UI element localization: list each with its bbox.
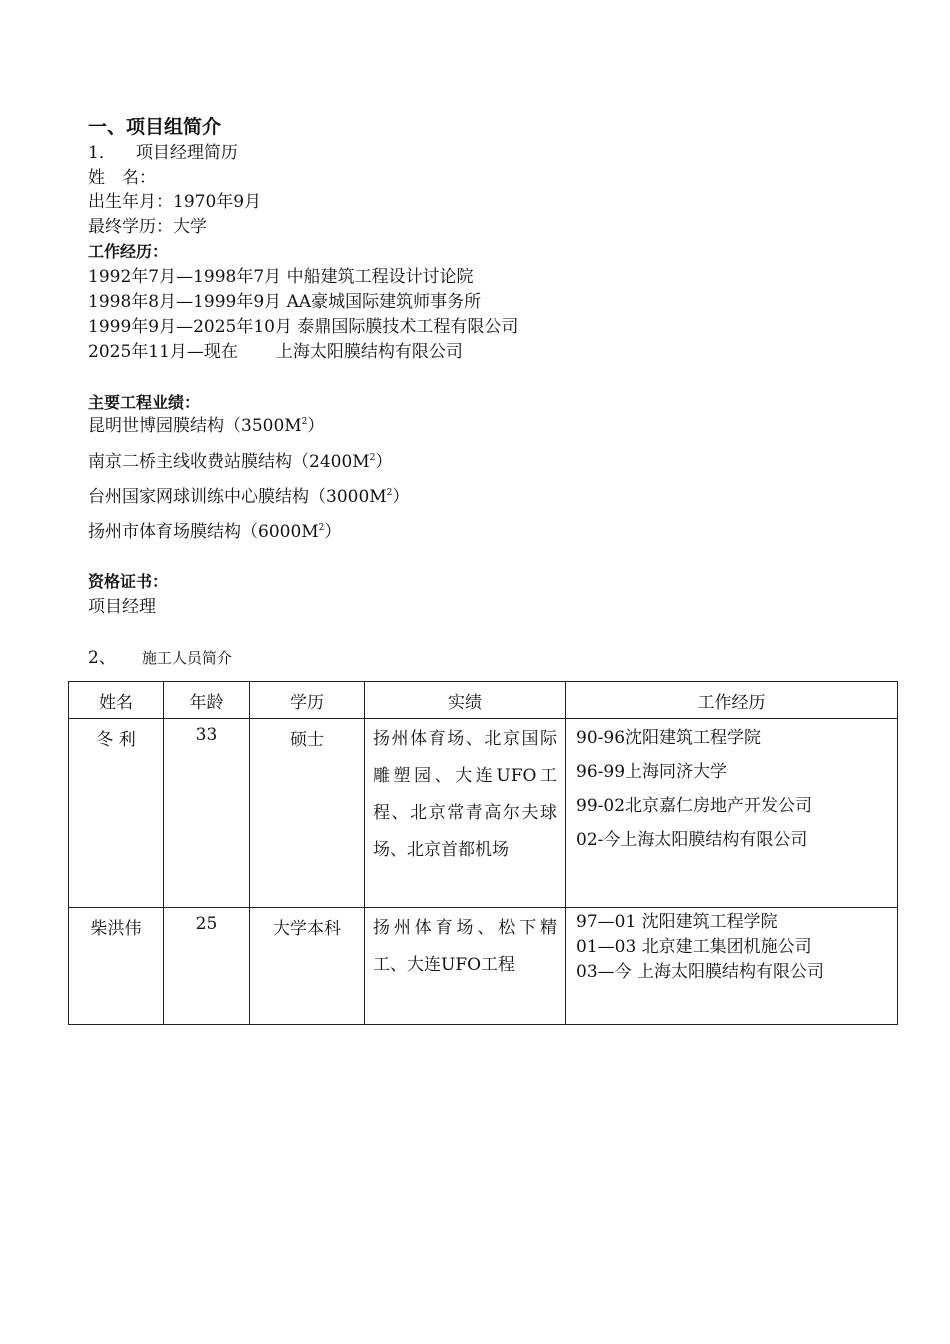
staff-heading-text: 施工人员简介 bbox=[141, 649, 232, 667]
work-item-org: 上海太阳膜结构有限公司 bbox=[275, 342, 463, 362]
cell-name: 冬 利 bbox=[69, 719, 164, 908]
manager-heading-number: 1． bbox=[88, 143, 116, 163]
cell-age: 33 bbox=[164, 719, 250, 908]
experience-line: 96-99上海同济大学 bbox=[576, 762, 728, 782]
column-header-experience: 工作经历 bbox=[566, 682, 898, 719]
cell-name: 柴洪伟 bbox=[69, 908, 164, 1025]
work-item: 1992年7月—1998年7月 中船建筑工程设计讨论院 bbox=[88, 267, 474, 287]
cell-experience bbox=[566, 908, 898, 1025]
table-row bbox=[69, 908, 898, 1025]
staff-heading bbox=[88, 647, 232, 669]
experience-line: 01—03 北京建工集团机施公司 bbox=[576, 937, 812, 957]
work-item: 1999年9月—2025年10月 泰鼎国际膜技术工程有限公司 bbox=[88, 317, 519, 337]
experience-line: 97—01 沈阳建筑工程学院 bbox=[576, 912, 778, 932]
column-header-education: 学历 bbox=[250, 682, 365, 719]
cert-value: 项目经理 bbox=[88, 597, 156, 617]
staff-table bbox=[68, 681, 898, 1025]
work-item-date: 2025年11月—现在 bbox=[88, 342, 238, 362]
project-item: 南京二桥主线收费站膜结构$(2400M^2)$ bbox=[88, 452, 393, 472]
work-item-current bbox=[88, 341, 463, 363]
project-item: 台州国家网球训练中心膜结构$(3000M^2)$ bbox=[88, 487, 410, 507]
project-item: 扬州市体育场膜结构$(6000M^2)$ bbox=[88, 522, 342, 542]
experience-line: 03—今 上海太阳膜结构有限公司 bbox=[576, 962, 825, 982]
section-title: 一、项目组简介 bbox=[88, 116, 222, 138]
column-header-age: 年龄 bbox=[164, 682, 250, 719]
experience-line: 02-今上海太阳膜结构有限公司 bbox=[576, 830, 808, 850]
projects-heading: 主要工程业绩： bbox=[88, 393, 201, 412]
name-label: 姓 名： bbox=[88, 168, 156, 188]
experience-line: 99-02北京嘉仁房地产开发公司 bbox=[576, 796, 813, 816]
work-item: 1998年8月—1999年9月 AA豪城国际建筑师事务所 bbox=[88, 292, 482, 312]
project-item: 昆明世博园膜结构$(3500M^2)$ bbox=[88, 416, 325, 436]
cell-performance: 扬州体育场、北京国际雕塑园、大连UFO工程、北京常青高尔夫球场、北京首都机场 bbox=[365, 719, 566, 908]
column-header-name: 姓名 bbox=[69, 682, 164, 719]
cell-performance: 扬州体育场、松下精工、大连UFO工程 bbox=[365, 908, 566, 1025]
cell-experience bbox=[566, 719, 898, 908]
staff-heading-number: 2、 bbox=[88, 648, 116, 668]
cert-heading: 资格证书： bbox=[88, 572, 169, 591]
manager-heading-text: 项目经理简历 bbox=[135, 143, 238, 163]
work-heading: 工作经历： bbox=[88, 242, 169, 261]
education: 最终学历：大学 bbox=[88, 217, 207, 237]
cell-age: 25 bbox=[164, 908, 250, 1025]
manager-heading bbox=[88, 142, 238, 164]
table-row bbox=[69, 719, 898, 908]
column-header-performance: 实绩 bbox=[365, 682, 566, 719]
experience-line: 90-96沈阳建筑工程学院 bbox=[576, 728, 762, 748]
cell-education: 大学本科 bbox=[250, 908, 365, 1025]
birth-date: 出生年月：1970年9月 bbox=[88, 192, 262, 212]
table-header-row bbox=[69, 682, 898, 719]
cell-education: 硕士 bbox=[250, 719, 365, 908]
